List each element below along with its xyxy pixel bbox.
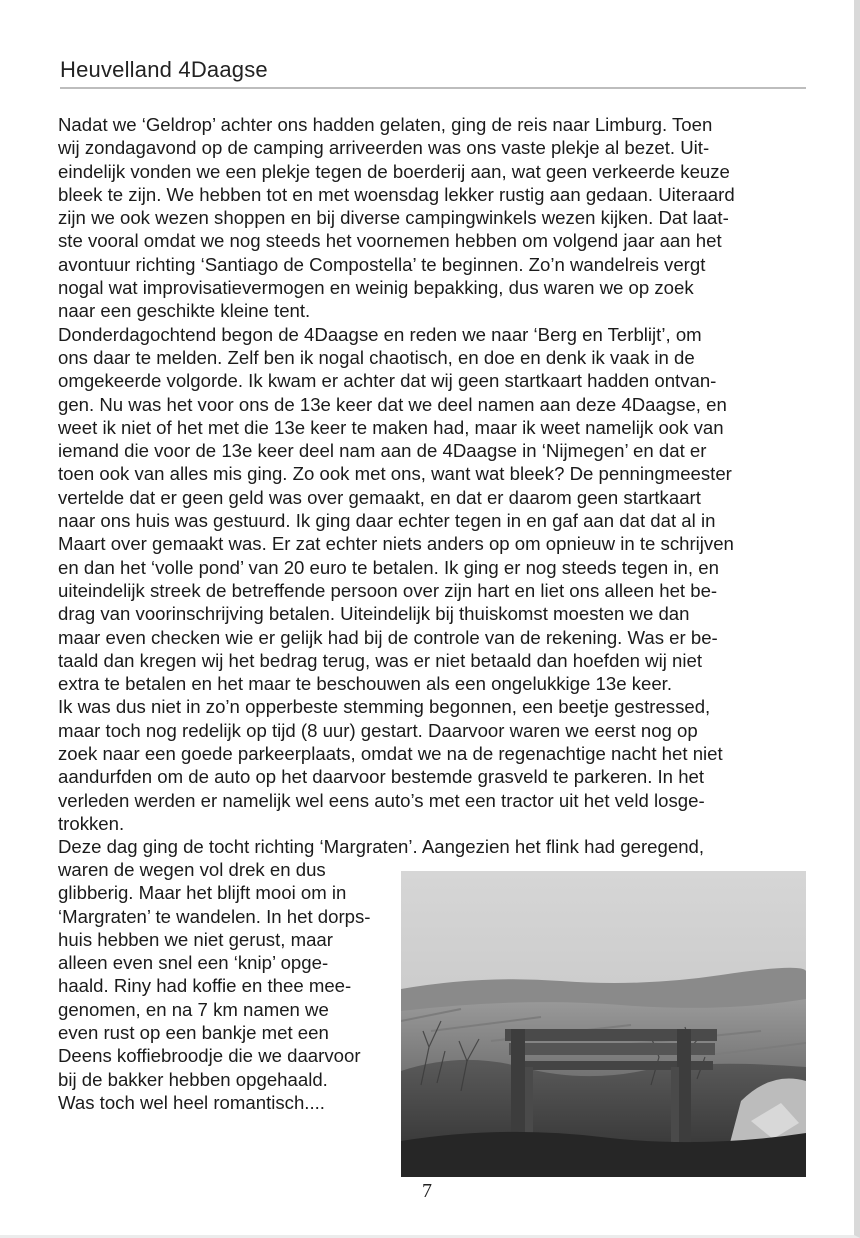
text-line: iemand die voor de 13e keer deel nam aan de 4Daagse in ‘Nijmegen’ en dat er [58, 440, 707, 462]
text-line: bleek te zijn. We hebben tot en met woensdag lekker rustig aan gedaan. Uiteraard [58, 183, 735, 205]
text-line: glibberig. Maar het blijft mooi om in [58, 882, 347, 904]
text-line: maar toch nog redelijk op tijd (8 uur) gestart. Daarvoor waren we eerst nog op [58, 719, 698, 741]
text-line: ons daar te melden. Zelf ben ik nogal chaotisch, en doe en denk ik vaak in de [58, 346, 695, 368]
text-line: Deze dag ging de tocht richting ‘Margraten’. Aangezien het flink had geregend, [58, 836, 705, 858]
text-line: taald dan kregen wij het bedrag terug, was er niet betaald dan hoefden wij niet [58, 649, 702, 671]
text-line: Maart over gemaakt was. Er zat echter niets anders op om opnieuw in te schrijven [58, 533, 734, 555]
text-line: ‘Margraten’ te wandelen. In het dorps- [58, 905, 371, 927]
text-line: Ik was dus niet in zo’n opperbeste stemming begonnen, een beetje gestressed, [58, 696, 711, 718]
page-header-title: Heuvelland 4Daagse [60, 57, 268, 82]
text-line: alleen even snel een ‘knip’ opge- [58, 952, 329, 974]
text-line: zoek naar een goede parkeerplaats, omdat we na de regenachtige nacht het niet [58, 743, 723, 765]
text-line: nogal wat improvisatievermogen en weinig bepakking, dus waren we op zoek [58, 277, 694, 299]
text-line: verleden werden er namelijk wel eens auto’s met een tractor uit het veld losge- [58, 789, 705, 811]
text-line: maar even checken wie er gelijk had bij de controle van de rekening. Was er be- [58, 626, 718, 648]
text-line: Nadat we ‘Geldrop’ achter ons hadden gelaten, ging de reis naar Limburg. Toen [58, 114, 713, 135]
text-line: haald. Riny had koffie en thee mee- [58, 975, 352, 997]
text-line: Was toch wel heel romantisch.... [58, 1091, 325, 1113]
text-line: eindelijk vonden we een plekje tegen de boerderij aan, wat geen verkeerde keuze [58, 160, 730, 182]
text-line: zijn we ook wezen shoppen en bij diverse campingwinkels wezen kijken. Dat laat- [58, 207, 729, 229]
text-line: extra te betalen en het maar te beschouwen als een ongelukkige 13e keer. [58, 673, 673, 695]
text-line: waren de wegen vol drek en dus [58, 859, 326, 880]
text-line: uiteindelijk streek de betreffende persoon over zijn hart en liet ons alleen het be- [58, 579, 718, 601]
text-line: Donderdagochtend begon de 4Daagse en reden we naar ‘Berg en Terblijt’, om [58, 323, 702, 345]
header-divider [60, 87, 806, 89]
text-line: naar een geschikte kleine tent. [58, 300, 311, 322]
text-line: toen ook van alles mis ging. Zo ook met ons, want wat bleek? De penningmeester [58, 463, 732, 485]
text-line: Deens koffiebroodje die we daarvoor [58, 1045, 361, 1067]
page-number [0, 1180, 860, 1203]
text-line: drag van voorinschrijving betalen. Uiteindelijk bij thuiskomst moesten we dan [58, 603, 690, 625]
text-line: avontuur richting ‘Santiago de Compostella’ te beginnen. Zo’n wandelreis vergt [58, 253, 706, 275]
text-line: vertelde dat er geen geld was over gemaakt, en dat er daarom geen startkaart [58, 486, 701, 508]
article-body-wrapped [58, 858, 398, 1114]
text-line: huis hebben we niet gerust, maar [58, 928, 333, 950]
article-body [58, 113, 810, 859]
text-line: gen. Nu was het voor ons de 13e keer dat we deel namen aan deze 4Daagse, en [58, 393, 727, 415]
text-line: en dan het ‘volle pond’ van 20 euro te betalen. Ik ging er nog steeds tegen in, en [58, 556, 719, 578]
text-line: aandurfden om de auto op het daarvoor bestemde grasveld te parkeren. In het [58, 766, 705, 788]
text-line: naar ons huis was gestuurd. Ik ging daar echter tegen in en gaf aan dat dat al in [58, 510, 716, 532]
text-line: genomen, en na 7 km namen we [58, 998, 329, 1020]
text-line: even rust op een bankje met een [58, 1022, 329, 1044]
page-number-text: 7 [422, 1180, 432, 1202]
text-line: omgekeerde volgorde. Ik kwam er achter dat wij geen startkaart hadden ontvan- [58, 370, 717, 392]
text-line: weet ik niet of het met die 13e keer te maken had, maar ik weet namelijk ook van [58, 416, 724, 438]
text-line: bij de bakker hebben opgehaald. [58, 1068, 328, 1090]
text-line: trokken. [58, 812, 125, 834]
bench-landscape-photo [401, 871, 806, 1177]
text-line: ste vooral omdat we nog steeds het voornemen hebben om volgend jaar aan het [58, 230, 722, 252]
photo-illustration [401, 871, 806, 1177]
text-line: wij zondagavond op de camping arriveerden was ons vaste plekje al bezet. Uit- [58, 137, 710, 159]
